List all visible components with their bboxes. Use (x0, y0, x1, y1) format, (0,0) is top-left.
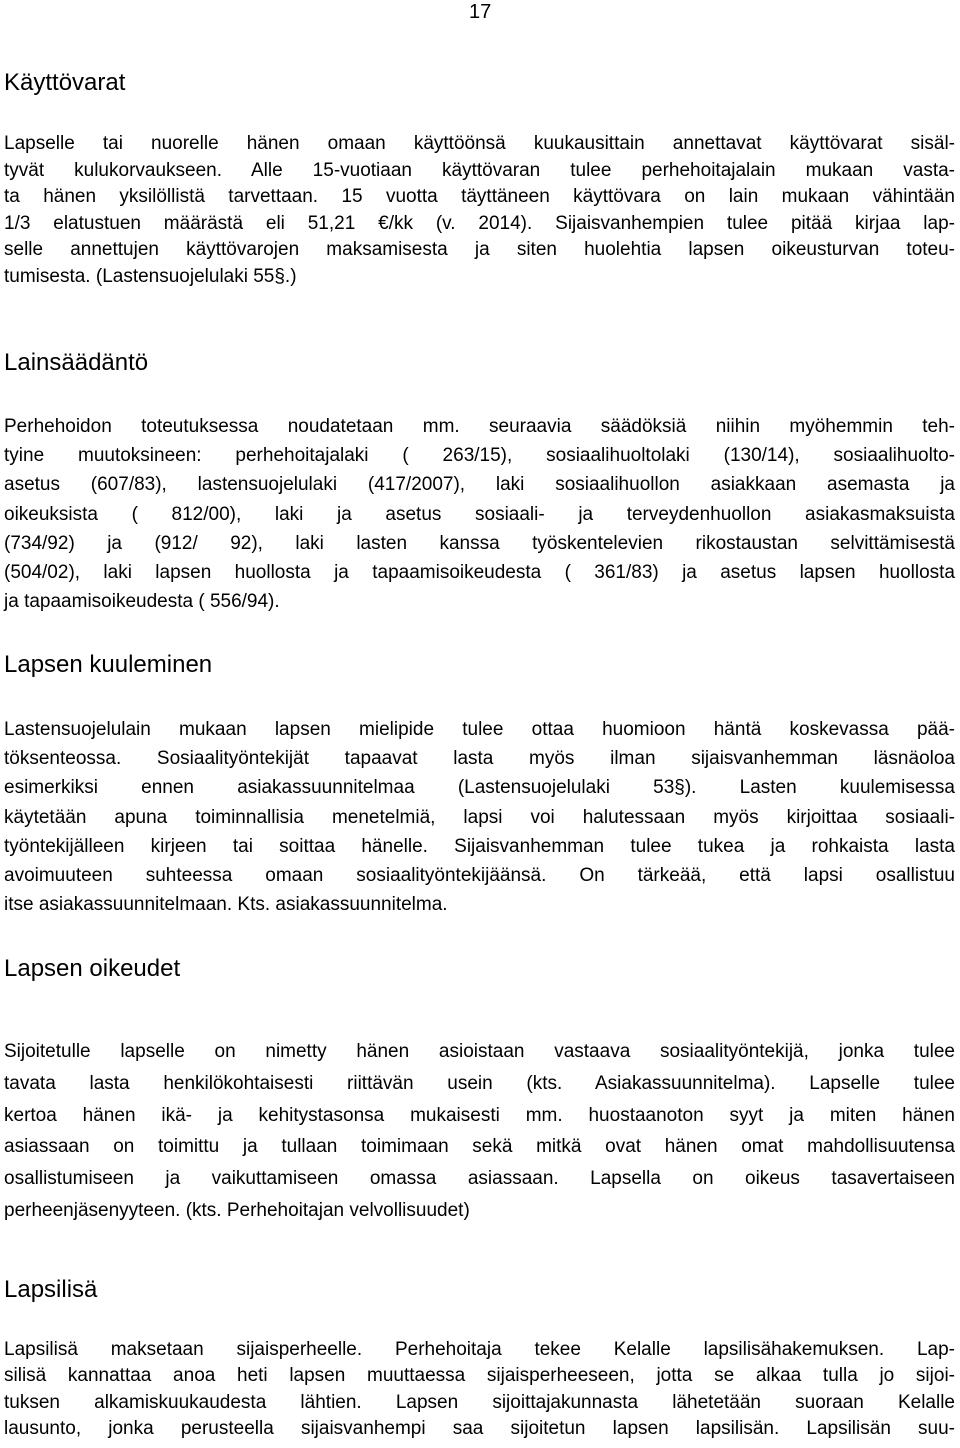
section-body-lapsilisa (4, 1337, 955, 1443)
text-line: osallistumiseen ja vaikuttamiseen omassa asiassaan. Lapsella on oikeus tasavertaiseen (4, 1168, 955, 1190)
text-line: (734/92) ja (912/ 92), laki lasten kanssa työskentelevien rikostaustan selvittämisestä (4, 532, 955, 554)
text-line: Lastensuojelulain mukaan lapsen mielipide tulee ottaa huomioon häntä koskevassa pää- (4, 719, 955, 740)
text-line: tyine muutoksineen: perhehoitajalaki ( 263/15), sosiaalihuoltolaki (130/14), sosiaalihuolto- (4, 445, 955, 467)
text-line: asiassaan on toimittu ja tullaan toimimaan sekä mitkä ovat hänen omat mahdollisuutensa (4, 1136, 955, 1158)
section-heading-lapsilisa: Lapsilisä (4, 1276, 98, 1303)
text-line: esimerkiksi ennen asiakassuunnitelmaa (Lastensuojelulaki 53§). Lasten kuulemisessa (4, 777, 955, 799)
text-line: töksenteossa. Sosiaalityöntekijät tapaavat lasta myös ilman sijaisvanhemman läsnäoloa (4, 748, 955, 770)
text-line: lausunto, jonka perusteella sijaisvanhempi saa sijoitetun lapsen lapsilisän. Lapsilisän suu- (4, 1418, 955, 1440)
text-line: tyvät kulukorvaukseen. Alle 15-vuotiaan käyttövaran tulee perhehoitajalain mukaan vasta- (4, 159, 955, 181)
section-heading-lapsen-kuuleminen: Lapsen kuuleminen (4, 651, 213, 678)
section-heading-kayttovarat: Käyttövarat (4, 69, 126, 96)
page-number: 17 (469, 1, 492, 23)
text-line: Lapsilisä maksetaan sijaisperheelle. Perhehoitaja tekee Kelalle lapsilisähakemuksen. Lap- (4, 1339, 955, 1360)
text-line: Perhehoidon toteutuksessa noudatetaan mm. seuraavia säädöksiä niihin myöhemmin teh- (4, 416, 955, 437)
section-body-lapsen-kuuleminen (4, 715, 955, 919)
section-body-lainsaadanto (4, 412, 955, 616)
text-line: käytetään apuna toiminnallisia menetelmiä, lapsi voi halutessaan myös kirjoittaa sosiaali- (4, 806, 955, 828)
text-line: ja tapaamisoikeudesta ( 556/94). (4, 591, 280, 613)
text-line: avoimuuteen suhteessa omaan sosiaalityöntekijäänsä. On tärkeää, että lapsi osallistuu (4, 865, 955, 887)
section-heading-lainsaadanto: Lainsäädäntö (4, 349, 149, 376)
section-heading-lapsen-oikeudet: Lapsen oikeudet (4, 955, 181, 982)
text-line: työntekijälleen kirjeen tai soittaa hänelle. Sijaisvanhemman tulee tukea ja rohkaista lasta (4, 835, 955, 857)
text-line: kertoa hänen ikä- ja kehitystasonsa mukaisesti mm. huostaanoton syyt ja miten hänen (4, 1104, 955, 1126)
section-body-lapsen-oikeudet (4, 1036, 955, 1227)
text-line: tavata lasta henkilökohtaisesti riittävän usein (kts. Asiakassuunnitelma). Lapselle tulee (4, 1072, 955, 1094)
text-line: Lapselle tai nuorelle hänen omaan käyttöönsä kuukausittain annettavat käyttövarat sisäl- (4, 133, 955, 154)
text-line: tuksen alkamiskuukaudesta lähtien. Lapsen sijoittajakunnasta lähetetään suoraan Kelalle (4, 1391, 955, 1413)
section-body-kayttovarat (4, 131, 955, 291)
text-line: oikeuksista ( 812/00), laki ja asetus sosiaali- ja terveydenhuollon asiakasmaksuista (4, 503, 955, 525)
text-line: 1/3 elatustuen määrästä eli 51,21 €/kk (v. 2014). Sijaisvanhempien tulee pitää kirjaa lap- (4, 212, 955, 234)
text-line: perheenjäsenyyteen. (kts. Perhehoitajan velvollisuudet) (4, 1199, 470, 1221)
text-line: Sijoitetulle lapselle on nimetty hänen asioistaan vastaava sosiaalityöntekijä, jonka tulee (4, 1041, 955, 1062)
text-line: (504/02), laki lapsen huollosta ja tapaamisoikeudesta ( 361/83) ja asetus lapsen huollosta (4, 562, 955, 584)
text-line: asetus (607/83), lastensuojelulaki (417/2007), laki sosiaalihuollon asiakkaan asemasta ja (4, 474, 955, 496)
text-line: tumisesta. (Lastensuojelulaki 55§.) (4, 265, 297, 287)
text-line: selle annettujen käyttövarojen maksamisesta ja siten huolehtia lapsen oikeusturvan toteu- (4, 239, 955, 261)
text-line: silisä kannattaa anoa heti lapsen muuttaessa sijaisperheeseen, jotta se alkaa tulla jo sijoi- (4, 1365, 955, 1387)
text-line: ta hänen yksilöllistä tarvettaan. 15 vuotta täyttäneen käyttövara on lain mukaan vähintään (4, 186, 955, 208)
text-line: itse asiakassuunnitelmaan. Kts. asiakassuunnitelma. (4, 894, 448, 916)
